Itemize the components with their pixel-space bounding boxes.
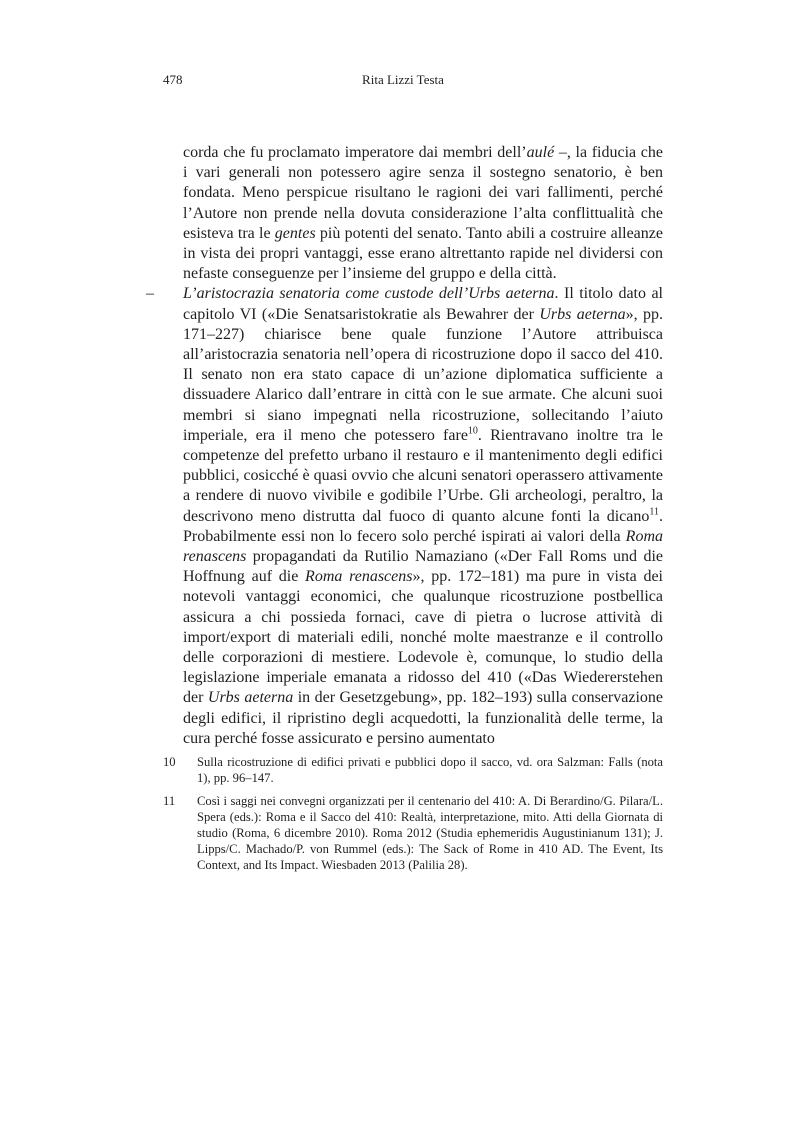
page-number: 478 bbox=[163, 72, 183, 87]
footnote bbox=[163, 754, 663, 786]
footnote-text: Così i saggi nei convegni organizzati per il centenario del 410: A. Di Berardino/G. Pilara/L. Spera (eds.): Roma e il Sacco del 410: Realtà, interpretazione, mito. Atti della Giornata di studio (Roma, 6 dicembre 2010). Roma 2012 (Studia ephemeridis Augustinianum 131); J. Lipps/C. Machado/P. von Rummel (eds.): The Sack of Rome in 410 AD. The Event, Its Context, and Its Impact. Wiesbaden 2013 (Palilia 28). bbox=[197, 794, 663, 872]
footnote-ref[interactable]: 10 bbox=[467, 425, 478, 437]
footnote-text: Sulla ricostruzione di edifici privati e pubblici dopo il sacco, vd. ora Salzman: Falls (nota 1), pp. 96–147. bbox=[197, 755, 663, 785]
running-head bbox=[163, 72, 643, 92]
footnote-ref[interactable]: 11 bbox=[649, 506, 659, 518]
footnote-number: 10 bbox=[163, 755, 176, 769]
dash-bullet: – bbox=[146, 285, 154, 303]
footnote bbox=[163, 793, 663, 873]
body-text bbox=[146, 143, 664, 749]
list-item: – L’aristocrazia senatoria come custode dell’Urbs aeterna. Il titolo dato al capitolo VI («Die Senatsaristokratie als Bewahrer der Urbs aeterna», pp. 171–227) chiarisce bene quale funzione l’Autore attribuisca all’aristocrazia senatoria nell’opera di ricostruzione dopo il sacco del 410. Il senato non era stato capace di un’azione diplomatica sufficiente a dissuadere Alarico dall’entrare in città con le sue armate. Che alcuni suoi membri si siano impegnati nella ricostruzione, sollecitando l’aiuto imperiale, era il meno che potessero fare$^{10}$. Rientravano inoltre tra le competenze del prefetto urbano il restauro e il mantenimento degli edifici pubblici, cosicché è quasi ovvio che alcuni senatori operassero attivamente a rendere di nuovo vivibile e godibile l’Urbe. Gli archeologi, peraltro, la descrivono meno distrutta dal fuoco di quanto alcune fonti la dicano$^{11}$. Probabilmente essi non lo fecero solo perché ispirati ai valori della Roma renascens propagandati da Rutilio Namaziano («Der Fall Roms und die Hoffnung auf die Roma renascens», pp. 172–181) ma pure in vista dei notevoli vantaggi economici, che qualunque ricostruzione postbellica assicura a chi possieda fornaci, cave di pietra o lucrose attività di import/export di materiali edili, nonché molte maestranze e il controllo delle corporazioni di mestiere. Lodevole è, comunque, lo studio della legislazione imperiale emanata a ridosso del 410 («Das Wiedererstehen der Urbs aeterna in der Gesetzgebung», pp. 182–193) sulla conservazione degli edifici, il ripristino degli acquedotti, la funzionalità delle terme, la cura perché fosse assicurato e persino aumentato bbox=[146, 285, 664, 747]
running-title: Rita Lizzi Testa bbox=[362, 72, 444, 87]
item-heading: L’aristocrazia senatoria come custode dell’Urbs aeterna bbox=[183, 285, 555, 303]
footnote-number: 11 bbox=[163, 794, 176, 808]
paragraph: corda che fu proclamato imperatore dai membri dell’aulé –, la fiducia che i vari generali non potessero agire senza il sostegno senatorio, è ben fondata. Meno perspicue risultano le ragioni dei vari fallimenti, perché l’Autore non prende nella dovuta considerazione l’alta conflittualità che esisteva tra le gentes più potenti del senato. Tanto abili a costruire alleanze in vista dei propri vantaggi, esse erano altrettanto rapide nel dividersi con nefaste conseguenze per l’insieme del gruppo e della città. bbox=[183, 144, 664, 283]
footnotes bbox=[163, 754, 663, 880]
